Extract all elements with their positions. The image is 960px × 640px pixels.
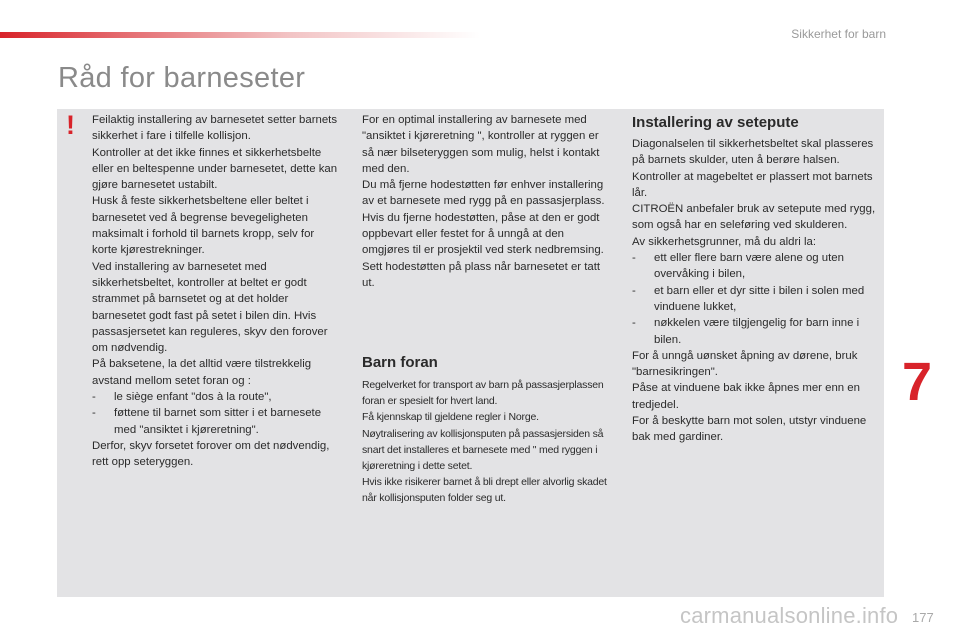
bullet-dash: - [632, 252, 636, 265]
setepute-paragraph: For å unngå uønsket åpning av dørene, bruk "barnesikringen". [632, 349, 858, 379]
barn-foran-heading: Barn foran [362, 354, 438, 371]
warning-closing: Derfor, skyv forsetet forover om det nødvendig, rett opp seteryggen. [92, 439, 330, 469]
optimal-paragraph: Sett hodestøtten på plass når barnesetet er tatt ut. [362, 260, 601, 289]
section-header: Sikkerhet for barn [791, 27, 886, 41]
watermark: carmanualsonline.info [680, 603, 899, 628]
warning-column [92, 112, 342, 471]
warning-icon: ! [66, 110, 75, 140]
warning-paragraph: Feilaktig installering av barnesetet setter barnets sikkerhet i fare i tilfelle kollisjon. [92, 114, 338, 143]
list-item-text: et barn eller et dyr sitte i bilen i solen med vinduene lukket, [654, 284, 865, 313]
barn-foran-paragraph: Regelverket for transport av barn på passasjerplassen foran er spesielt for hvert land. [362, 379, 604, 408]
barn-foran-paragraph: Få kjennskap til gjeldene regler i Norge. [362, 411, 539, 424]
bullet-dash: - [632, 317, 636, 330]
warning-paragraph: På baksetene, la det alltid være tilstrekkelig avstand mellom setet foran og : [92, 358, 312, 387]
warning-paragraph: Husk å feste sikkerhetsbeltene eller beltet i barnesetet ved å begrense bevegeligheten maksimalt i forhold til barnets kropp, selv for korte kjørestrekninger. [92, 195, 315, 257]
optimal-paragraph: Du må fjerne hodestøtten før enhver installering av et barnesete med rygg på en passasjerplass. Hvis du fjerne hodestøtten, påse at den er godt oppbevart eller festet for å unngå at den omgjøres til er prosjektil ved sterk nedbremsing. [362, 179, 605, 257]
barn-foran-paragraph: Hvis ikke risikerer barnet å bli drept eller alvorlig skadet når kollisjonsputen folder seg ut. [362, 476, 607, 505]
setepute-heading: Installering av setepute [632, 114, 799, 131]
list-item-text: nøkkelen være tilgjengelig for barn inne i bilen. [654, 317, 860, 346]
page-title: Råd for barneseter [58, 62, 306, 94]
bullet-dash: - [632, 284, 636, 297]
setepute-paragraph: For å beskytte barn mot solen, utstyr vinduene bak med gardiner. [632, 415, 867, 444]
bullet-dash: - [92, 391, 96, 404]
list-item [632, 315, 882, 348]
setepute-paragraph: Påse at vinduene bak ikke åpnes mer enn en tredjedel. [632, 382, 860, 411]
optimal-install-column [362, 112, 610, 291]
list-item [92, 405, 342, 438]
list-item-text: føttene til barnet som sitter i et barnesete med "ansiktet i kjøreretning". [114, 407, 322, 436]
barn-foran-body [362, 377, 612, 507]
setepute-paragraph: Kontroller at magebeltet er plassert mot barnets lår. [632, 170, 873, 199]
chapter-number: 7 [902, 352, 933, 412]
barn-foran-paragraph: Nøytralisering av kollisjonsputen på passasjersiden så snart det installeres et barnesete med " med ryggen i kjøreretning i dette setet. [362, 427, 604, 473]
warning-paragraph: Kontroller at det ikke finnes et sikkerhetsbelte eller en beltespenne under barnesetet, dette kan gjøre barnesetet ustabilt. [92, 146, 338, 192]
header-accent-bar [0, 32, 480, 38]
list-item-text: ett eller flere barn være alene og uten overvåking i bilen, [654, 252, 844, 281]
list-item [92, 389, 342, 405]
setepute-paragraph: Av sikkerhetsgrunner, må du aldri la: [632, 235, 817, 248]
list-item-text: le siège enfant "dos à la route", [114, 391, 272, 404]
bullet-dash: - [92, 407, 96, 420]
list-item [632, 283, 882, 316]
setepute-paragraph: Diagonalselen til sikkerhetsbeltet skal plasseres på barnets skulder, uten å berøre halsen. [632, 138, 874, 167]
setepute-paragraph: CITROËN anbefaler bruk av setepute med rygg, som også har en seleføring ved skulderen. [632, 203, 876, 232]
optimal-paragraph: For en optimal installering av barnesete med "ansiktet i kjøreretning ", kontroller at ryggen er så nær bilseteryggen som mulig, helst i kontakt med den. [362, 114, 600, 175]
setepute-column [632, 136, 882, 446]
page-number: 177 [912, 610, 934, 625]
warning-paragraph: Ved installering av barnesetet med sikkerhetsbeltet, kontroller at beltet er godt strammet på barnsetet og at det holder barnesetet godt fast på setet i bilen din. Hvis passasjersetet kan reguleres, skyv den forover om nødvendig. [92, 260, 328, 355]
list-item [632, 250, 882, 283]
